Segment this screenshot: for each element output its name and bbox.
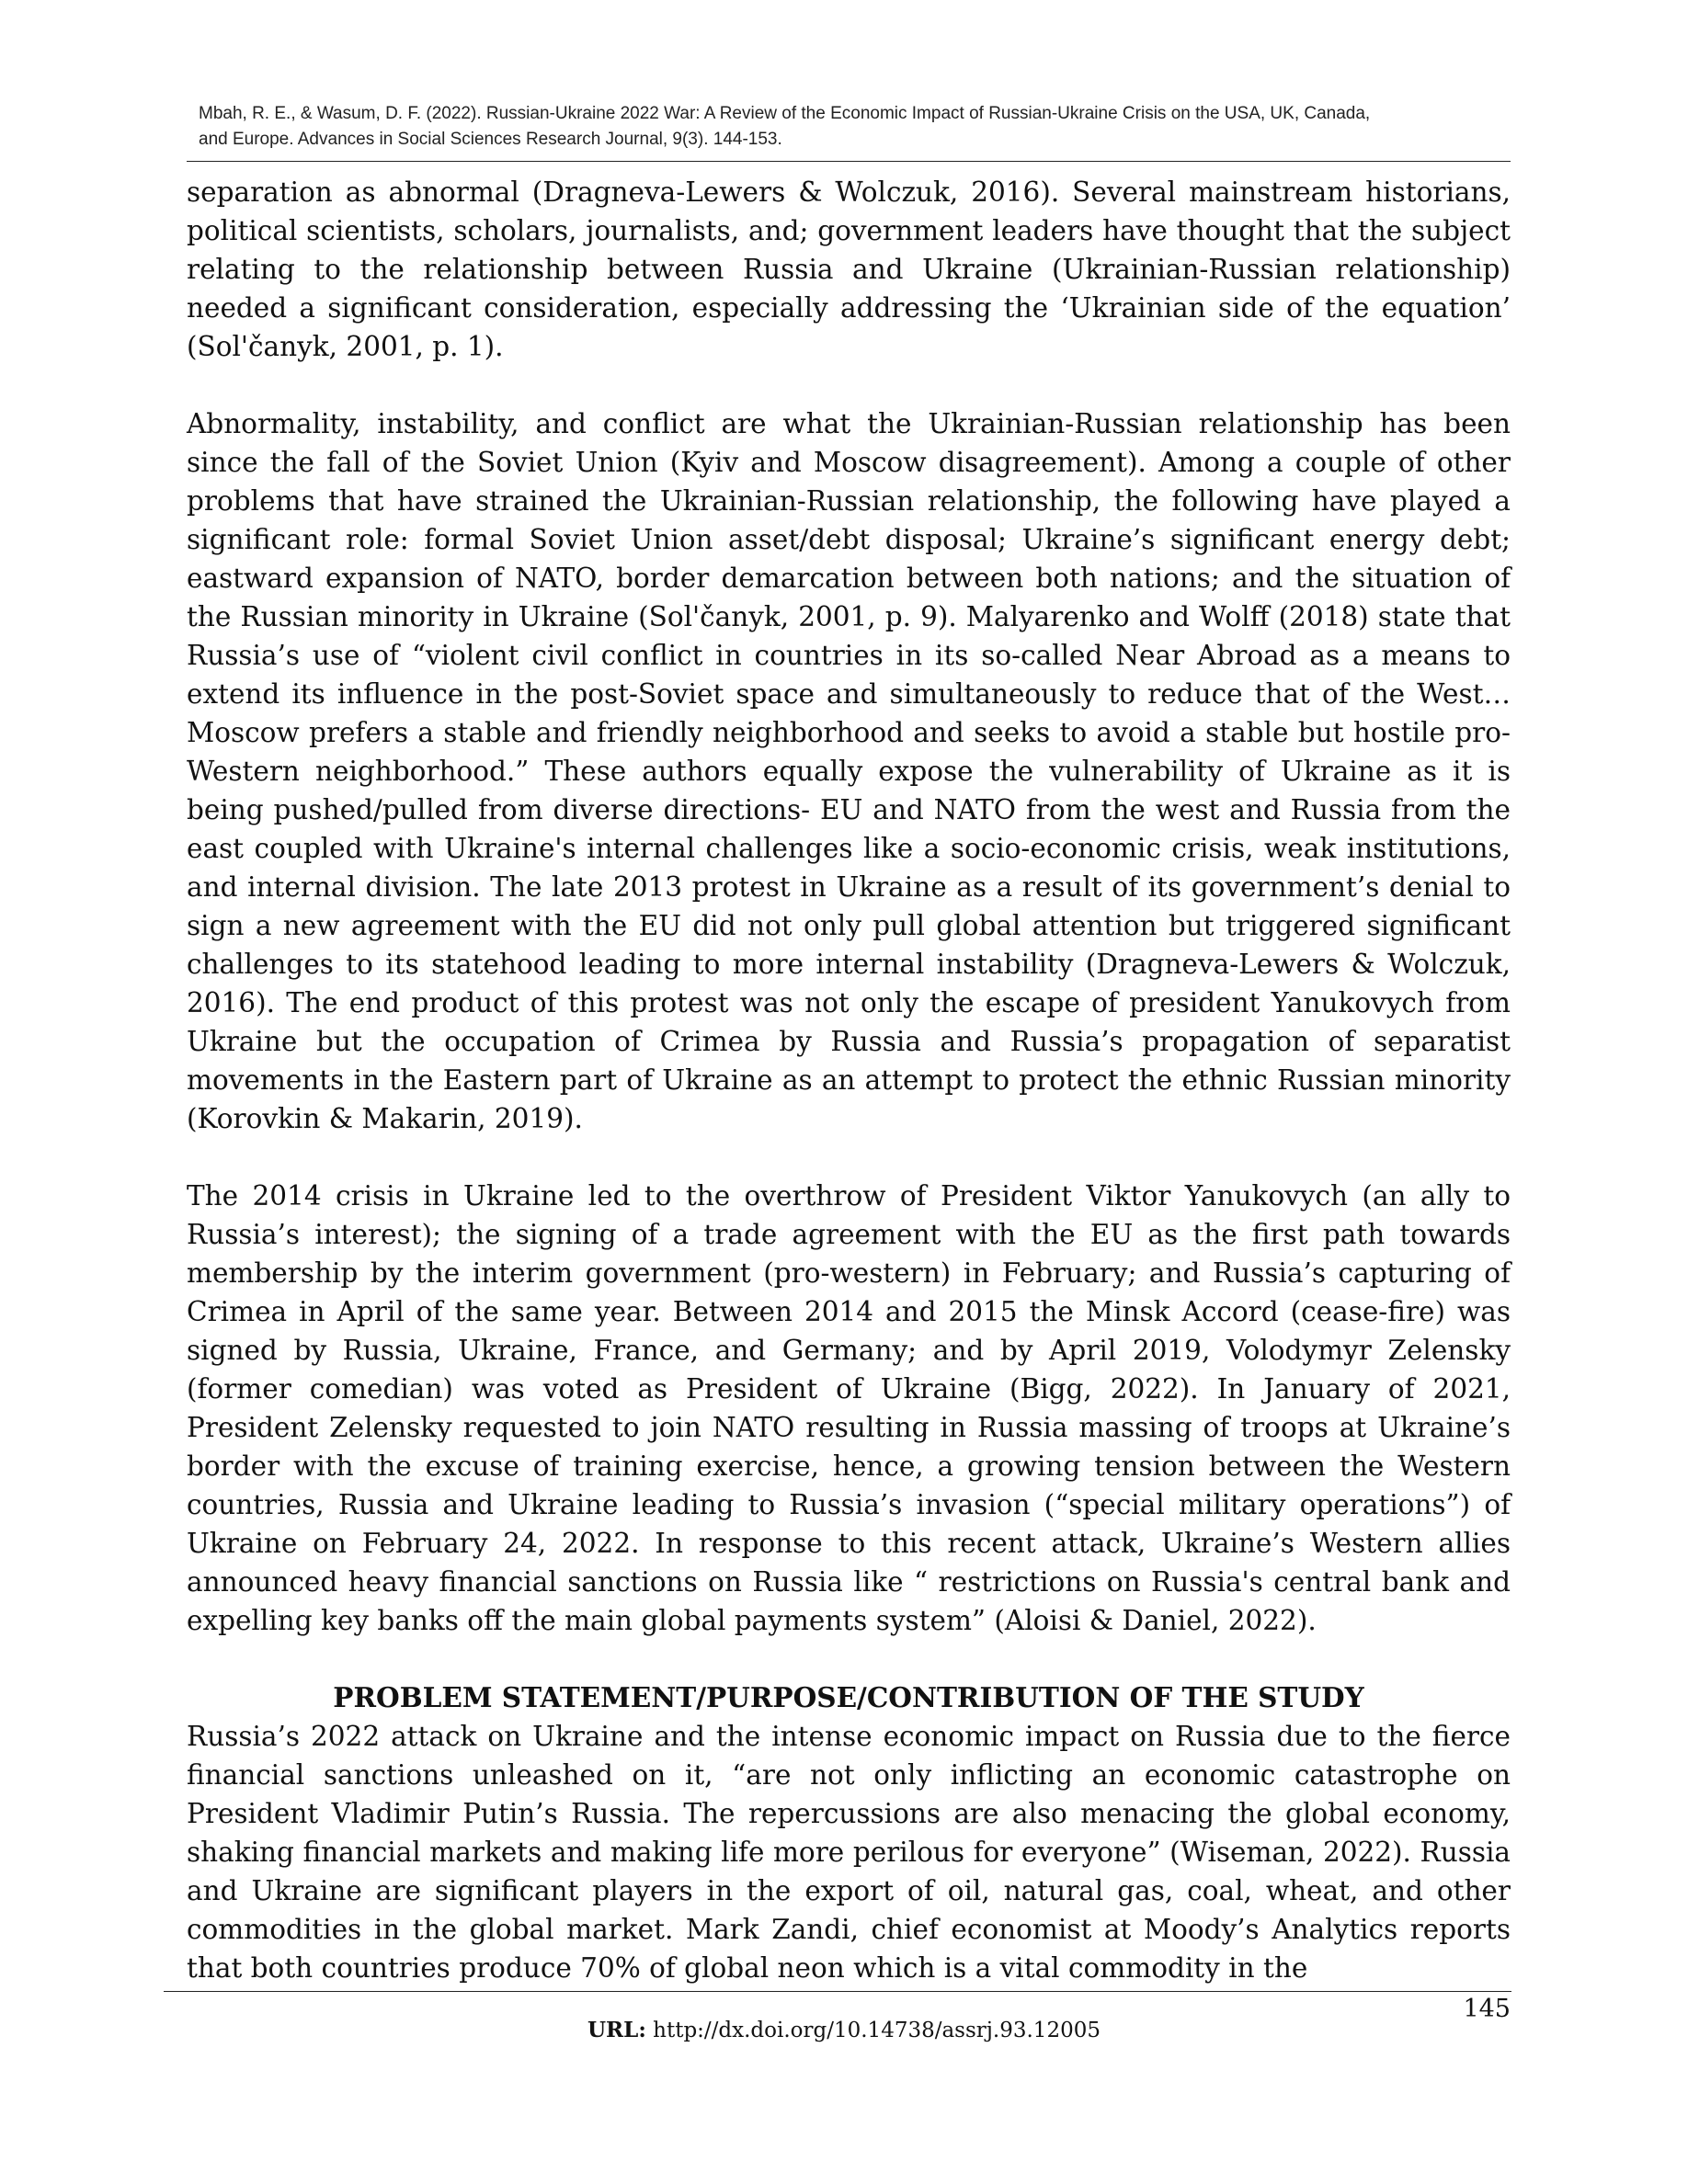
- page-number: 145: [1463, 1995, 1511, 2023]
- body-paragraph-4: Russia’s 2022 attack on Ukraine and the intense economic impact on Russia due to the fierce financial sanctions unleashed on it, “are not only inflicting an economic catastrophe on President Vladimir Putin’s Russia. The repercussions are also menacing the global economy, shaking financial markets and making life more perilous for everyone” (Wiseman, 2022). Russia and Ukraine are significant players in the export of oil, natural gas, coal, wheat, and other commodities in the global market. Mark Zandi, chief economist at Moody’s Analytics reports that both countries produce 70% of global neon which is a vital commodity in the: [187, 1721, 1511, 1984]
- section-heading: PROBLEM STATEMENT/PURPOSE/CONTRIBUTION OF THE STUDY: [333, 1681, 1364, 1713]
- running-header: [199, 101, 1502, 153]
- article-body: [187, 173, 1511, 1987]
- body-paragraph-3: The 2014 crisis in Ukraine led to the overthrow of President Viktor Yanukovych (an ally to Russia’s interest); the signing of a trade agreement with the EU as the first path towards membership by the interim government (pro-western) in February; and Russia’s capturing of Crimea in April of the same year. Between 2014 and 2015 the Minsk Accord (cease-fire) was signed by Russia, Ukraine, France, and Germany; and by April 2019, Volodymyr Zelensky (former comedian) was voted as President of Ukraine (Bigg, 2022). In January of 2021, President Zelensky requested to join NATO resulting in Russia massing of troops at Ukraine’s border with the excuse of training exercise, hence, a growing tension between the Western countries, Russia and Ukraine leading to Russia’s invasion (“special military operations”) of Ukraine on February 24, 2022. In response to this recent attack, Ukraine’s Western allies announced heavy financial sanctions on Russia like “ restrictions on Russia's central bank and expelling key banks off the main global payments system” (Aloisi & Daniel, 2022).: [187, 1180, 1511, 1636]
- footer-url-link[interactable]: http://dx.doi.org/10.14738/assrj.93.12005: [653, 2019, 1101, 2042]
- body-paragraph-1: separation as abnormal (Dragneva-Lewers & Wolczuk, 2016). Several mainstream historians, political scientists, scholars, journalists, and; government leaders have thought that the subject relating to the relationship between Russia and Ukraine (Ukrainian-Russian relationship) needed a significant consideration, especially addressing the ‘Ukrainian side of the equation’ (Sol'čanyk, 2001, p. 1).: [187, 176, 1511, 362]
- footer-divider: [164, 1991, 1511, 1992]
- body-paragraph-2: Abnormality, instability, and conflict are what the Ukrainian-Russian relationship has been since the fall of the Soviet Union (Kyiv and Moscow disagreement). Among a couple of other problems that have strained the Ukrainian-Russian relationship, the following have played a significant role: formal Soviet Union asset/debt disposal; Ukraine’s significant energy debt; eastward expansion of NATO, border demarcation between both nations; and the situation of the Russian minority in Ukraine (Sol'čanyk, 2001, p. 9). Malyarenko and Wolff (2018) state that Russia’s use of “violent civil conflict in countries in its so-called Near Abroad as a means to extend its influence in the post-Soviet space and simultaneously to reduce that of the West… Moscow prefers a stable and friendly neighborhood and seeks to avoid a stable but hostile pro-Western neighborhood.” These authors equally expose the vulnerability of Ukraine as it is being pushed/pulled from diverse directions- EU and NATO from the west and Russia from the east coupled with Ukraine's internal challenges like a socio-economic crisis, weak institutions, and internal division. The late 2013 protest in Ukraine as a result of its government’s denial to sign a new agreement with the EU did not only pull global attention but triggered significant challenges to its statehood leading to more internal instability (Dragneva-Lewers & Wolczuk, 2016). The end product of this protest was not only the escape of president Yanukovych from Ukraine but the occupation of Crimea by Russia and Russia’s propagation of separatist movements in the Eastern part of Ukraine as an attempt to protect the ethnic Russian minority (Korovkin & Makarin, 2019).: [187, 408, 1511, 1134]
- footer-doi: [0, 2018, 1688, 2042]
- header-citation-line-2: and Europe. Advances in Social Sciences Research Journal, 9(3). 144-153.: [199, 130, 782, 149]
- header-divider: [187, 161, 1511, 162]
- footer-url-label: URL:: [587, 2018, 646, 2042]
- header-citation-line-1: Mbah, R. E., & Wasum, D. F. (2022). Russian-Ukraine 2022 War: A Review of the Economic Impact of Russian-Ukraine Crisis on the USA, UK, Canada,: [199, 104, 1371, 123]
